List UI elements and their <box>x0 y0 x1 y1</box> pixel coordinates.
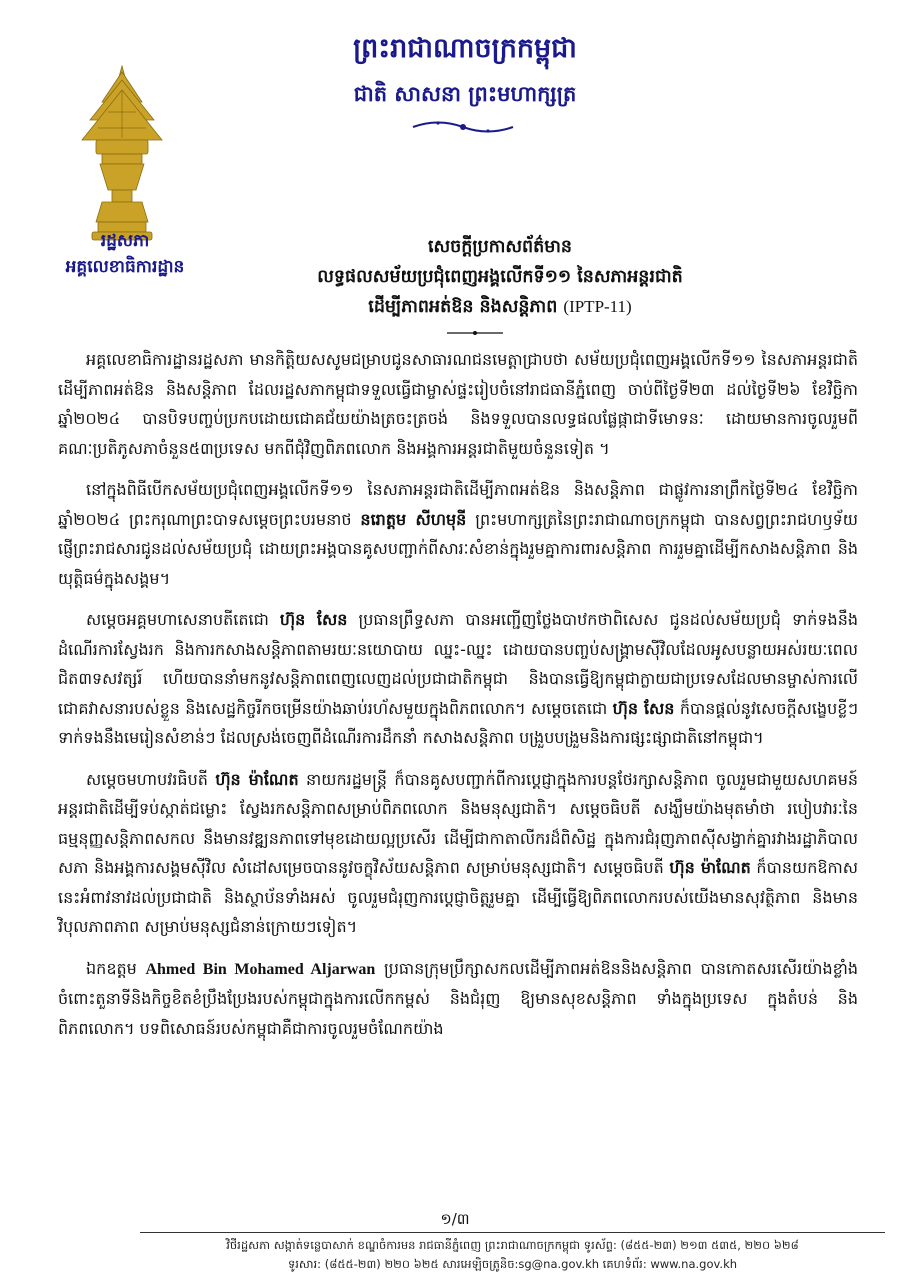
paragraph-4-text-b: នាយករដ្ឋមន្ត្រី ក៏បានគូសបញ្ជាក់ពីការប្តេជ្ញាក្នុងការបន្តថែរក្សាសន្តិភាព ចូលរួមជាមួយសហគមន៍អន្តរជាតិដើម្បីទប់ស្កាត់ជម្លោះ ស្វែងរកសន្តិភាពសម្រាប់ពិភពលោក និងមនុស្សជាតិ។ សម្តេចធិបតី សង្ឃឹមយ៉ាងមុតមាំថា របៀបវារៈនៃធម្មនុញ្ញសន្តិភាពសកល នឹងមានវឌ្ឍនភាពទៅមុខដោយល្អប្រសើរ ដើម្បីជាកាតាលីករដ៏ពិសិដ្ឋ ក្នុងការជំរុញភាពស៊ីសង្វាក់គ្នារវាងរដ្ឋាភិបាល សភា និងអង្គការសង្គមស៊ីវិល សំដៅសម្រេចបាននូវចក្ខុវិស័យសន្តិភាព សម្រាប់មនុស្សជាតិ។ សម្តេចធិបតី <box>58 769 859 877</box>
paragraph-4-text-a: សម្តេចមហាបវរធិបតី <box>86 769 216 789</box>
king-name: នរោត្តម សីហមុនី <box>360 509 467 529</box>
paragraph-2 <box>58 475 858 593</box>
council-president-name: Ahmed Bin Mohamed Aljarwan <box>145 960 376 978</box>
dept-name-line2: អគ្គលេខាធិការដ្ឋាន <box>65 257 185 277</box>
paragraph-4-text-c: ក៏បានយកឱកាសនេះអំពាវនាវដល់ប្រជាជាតិ និងស្ថាប័នទាំងអស់ ចូលរួមជំរុញការប្តេជ្ញាចិត្តរួមគ្នា ដើម្បីធ្វើឱ្យពិភពលោករបស់យើងមានសុវត្ថិភាព និងមានវិបុលភាពភាព សម្រាប់មនុស្សជំនាន់ក្រោយៗទៀត។ <box>58 858 858 936</box>
senate-president-name-2: ហ៊ុន សែន <box>612 698 675 718</box>
paragraph-4 <box>58 765 858 942</box>
national-assembly-emblem-icon <box>72 62 172 252</box>
paragraph-5 <box>58 954 858 1044</box>
paragraph-5-text-a: ឯកឧត្តម <box>86 958 146 978</box>
national-motto: ជាតិ សាសនា ព្រះមហាក្សត្រ <box>353 81 577 106</box>
kingdom-heading: ព្រះរាជាណាចក្រកម្ពុជា <box>353 33 577 64</box>
paragraph-2-text-b: ព្រះមហាក្សត្រនៃព្រះរាជាណាចក្រកម្ពុជា បានសព្វព្រះរាជហឫទ័យ ផ្ញើព្រះរាជសារជូនដល់សម័យប្រជុំ ដោយព្រះអង្គបានគូសបញ្ជាក់ពីសារៈសំខាន់ក្នុងរួមគ្នាការពារសន្តិភាព ការរួមគ្នាដើម្បីកសាងសន្តិភាព និងយុត្តិធម៌ក្នុងសង្គម។ <box>58 509 859 588</box>
paragraph-1: អគ្គលេខាធិការដ្ឋានរដ្ឋសភា មានកិត្តិយសសូមជម្រាបជូនសាធារណជនមេត្តាជ្រាបថា សម័យប្រជុំពេញអង្គលើកទី១១ នៃសភាអន្តរជាតិដើម្បីភាពអត់ឱន និងសន្តិភាព ដែលរដ្ឋសភាកម្ពុជាទទួលធ្វើជាម្ចាស់ផ្ទះរៀបចំនៅរាជធានីភ្នំពេញ ចាប់ពីថ្ងៃទី២៣ ដល់ថ្ងៃទី២៦ ខែវិច្ឆិកា ឆ្នាំ២០២៤ បានបិទបញ្ចប់ប្រកបដោយជោគជ័យយ៉ាងត្រចះត្រចង់ និងទទួលបានលទ្ធផលផ្លែផ្កាជាទីមោទនៈ ដោយមានការចូលរួមពីគណៈប្រតិភូសភាចំនួន៥៣ប្រទេស មកពីជុំវិញពិភពលោក និងអង្គការអន្តរជាតិមួយចំនួនទៀត ។ <box>58 350 858 458</box>
dept-name-line1: រដ្ឋសភា <box>100 231 150 251</box>
title-code: (IPTP-11) <box>563 297 632 316</box>
press-release-body <box>58 345 858 1055</box>
department-name <box>30 228 220 280</box>
paragraph-3-text-c: ក៏បានផ្តល់នូវសេចក្តីសង្ខេបខ្លីៗទាក់ទងនឹងមេរៀនសំខាន់ៗ ដែលស្រង់ចេញពីដំណើរការដឹកនាំ កសាងសន្តិភាព បង្រួបបង្រួមនិងការផ្សះផ្សាជាតិនៅកម្ពុជា។ <box>58 698 858 747</box>
title-line3-wrap <box>250 292 750 322</box>
title-line3: ដើម្បីភាពអត់ឱន និងសន្តិភាព <box>368 297 558 317</box>
paragraph-3 <box>58 605 858 753</box>
footer-divider <box>140 1232 885 1233</box>
footer-contact <box>140 1236 885 1274</box>
document-title <box>250 232 750 322</box>
page-number: ១/៣ <box>440 1210 470 1228</box>
prime-minister-name-2: ហ៊ុន ម៉ាណែត <box>669 858 751 877</box>
paragraph-3-text-b: ប្រធានព្រឹទ្ធសភា បានអញ្ជើញថ្លែងបាឋកថាពិសេស ជូនដល់សម័យប្រជុំ ទាក់ទងនឹងដំណើរការស្វែងរក និងការកសាងសន្តិភាពតាមរយៈនយោបាយ ឈ្នះ-ឈ្នះ ដោយបានបញ្ចប់សង្គ្រាមស៊ីវិលដែលអូសបន្លាយអស់រយៈពេលជិត៣ទសវត្សរ៍ ហើយបាននាំមកនូវសន្តិភាពពេញលេញដល់ប្រជាជាតិកម្ពុជា និងបានធ្វើឱ្យកម្ពុជាក្លាយជាប្រទេសដែលមានម្ចាស់ការលើជោគវាសនារបស់ខ្លួន និងសេដ្ឋកិច្ចរីកចម្រើនយ៉ាងឆាប់រហ័សមួយក្នុងពិភពលោក។ សម្តេចតេជោ <box>58 610 859 718</box>
paragraph-3-text-a: សម្តេចអគ្គមហាសេនាបតីតេជោ <box>86 610 280 629</box>
title-line1: សេចក្តីប្រកាសព័ត៌មាន <box>427 237 573 257</box>
footer-address: វិថីរដ្ឋសភា សង្កាត់ទន្លេបាសាក់ ខណ្ឌចំការមន រាជធានីភ្នំពេញ ព្រះរាជាណាចក្រកម្ពុជា ទូរស័ព្ទ: (៨៥៥-២៣) ២១៣ ៥៣៥, ២២០ ៦២៨ <box>226 1238 799 1252</box>
prime-minister-name: ហ៊ុន ម៉ាណែត <box>215 769 299 789</box>
footer-fax-email-web: ទូរសារ: (៨៥៥-២៣) ២២០ ៦២៥ សារអេឡិចត្រូនិច:sg@na.gov.kh គេហទំព័រ: www.na.gov.kh <box>287 1257 738 1271</box>
title-divider-icon <box>445 328 505 338</box>
paragraph-5-text-b: ប្រធានក្រុមប្រឹក្សាសកលដើម្បីភាពអត់ឱននិងសន្តិភាព បានកោតសរសើរយ៉ាងខ្លាំងចំពោះតួនាទីនិងកិច្ចខិតខំប្រឹងប្រែងរបស់កម្ពុជាក្នុងការលើកកម្ពស់ និងជំរុញ ឱ្យមានសុខសន្តិភាព ទាំងក្នុងប្រទេស ក្នុងតំបន់ និងពិភពលោក។ បទពិសោធន៍របស់កម្ពុជាគឺជាការចូលរួមចំណែកយ៉ាង <box>58 958 859 1038</box>
senate-president-name: ហ៊ុន សែន <box>279 610 348 629</box>
title-line2: លទ្ធផលសម័យប្រជុំពេញអង្គលើកទី១១ នៃសភាអន្តរជាតិ <box>317 267 683 287</box>
ornament-divider-icon <box>408 116 518 138</box>
paragraph-2-text-a: នៅក្នុងពិធីបើកសម័យប្រជុំពេញអង្គលើកទី១១ នៃសភាអន្តរជាតិដើម្បីភាពអត់ឱន និងសន្តិភាព ជាផ្លូវការនាព្រឹកថ្ងៃទី២៤ ខែវិច្ឆិកា ឆ្នាំ២០២៤ ព្រះករុណាព្រះបាទសម្តេចព្រះបរមនាថ <box>58 480 858 529</box>
